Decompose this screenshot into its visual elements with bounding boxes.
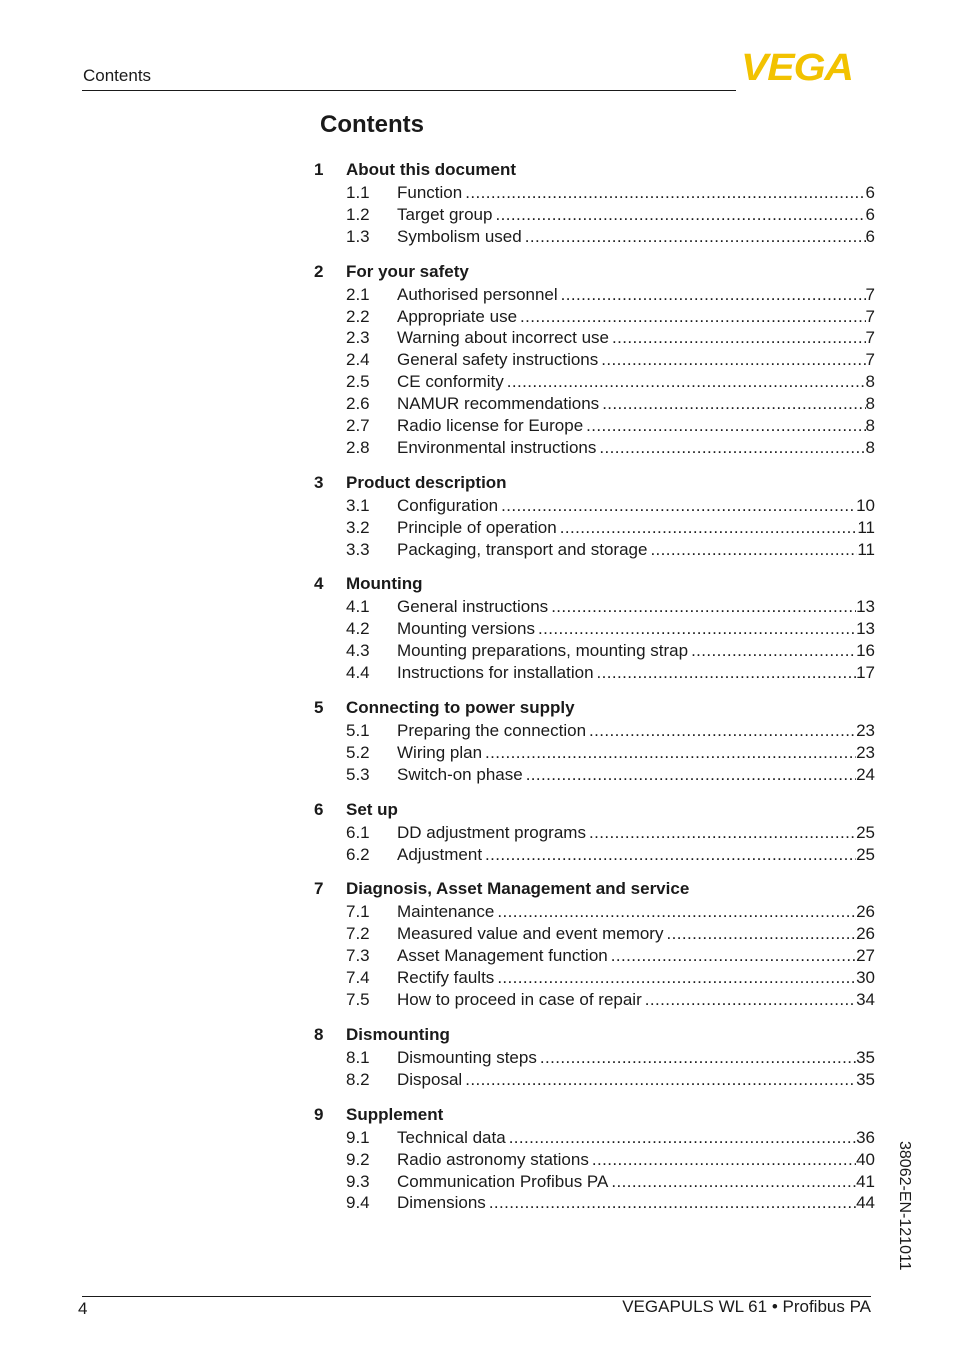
entry-page-number: 35 (856, 1047, 875, 1067)
footer-product-name: VEGAPULS WL 61 • Profibus PA (622, 1297, 871, 1316)
section-number: 4 (314, 574, 324, 594)
dot-leader (557, 517, 858, 539)
dot-leader (608, 945, 856, 967)
entry-page-number: 6 (865, 183, 875, 202)
entry-number: 5.1 (346, 721, 370, 741)
dot-leader (498, 495, 856, 517)
entry-number: 7.1 (346, 902, 370, 922)
entry-page-number: 6 (865, 226, 875, 246)
entry-number: 7.2 (346, 924, 370, 944)
section-title: For your safety (346, 261, 469, 281)
entry-title: Authorised personnel (397, 284, 558, 304)
entry-title: General instructions (397, 597, 549, 617)
section-number: 1 (314, 160, 324, 179)
entry-page-number: 34 (856, 990, 875, 1010)
toc-section (314, 696, 875, 786)
toc-entry[interactable] (314, 1047, 875, 1069)
dot-leader (537, 1047, 856, 1069)
toc-section-heading[interactable] (314, 877, 875, 901)
entry-number: 4.3 (346, 641, 370, 661)
entry-number: 2.2 (346, 306, 370, 326)
entry-number: 5.3 (346, 764, 370, 784)
entry-page-number: 13 (856, 619, 875, 639)
toc-section-heading[interactable] (314, 1103, 875, 1127)
entry-number: 6.1 (346, 822, 370, 842)
entry-number: 7.3 (346, 946, 370, 966)
entry-title: Radio astronomy stations (397, 1149, 589, 1169)
dot-leader (482, 742, 856, 764)
toc-entry[interactable] (314, 720, 875, 742)
entry-title: Configuration (397, 495, 499, 515)
toc-entry[interactable] (314, 495, 875, 517)
dot-leader (642, 989, 856, 1011)
toc-section-heading[interactable] (314, 1023, 875, 1047)
dot-leader (523, 764, 856, 786)
toc-section-heading[interactable] (314, 158, 875, 182)
dot-leader (462, 1069, 856, 1091)
section-title: Connecting to power supply (346, 698, 575, 718)
dot-leader (506, 1127, 856, 1149)
dot-leader (688, 640, 856, 662)
entry-title: CE conformity (397, 372, 504, 392)
entry-number: 9.3 (346, 1171, 370, 1191)
dot-leader (462, 182, 865, 204)
section-number: 3 (314, 472, 324, 492)
toc-entry[interactable] (314, 284, 875, 306)
entry-title: Wiring plan (397, 742, 483, 762)
entry-page-number: 40 (856, 1149, 875, 1169)
entry-title: Symbolism used (397, 226, 522, 246)
dot-leader (583, 415, 865, 437)
section-title: Supplement (346, 1104, 444, 1124)
entry-page-number: 8 (865, 416, 875, 436)
toc-entry[interactable] (314, 1069, 875, 1091)
page-title: Contents (320, 111, 424, 138)
entry-title: Function (397, 183, 463, 202)
entry-number: 5.2 (346, 742, 370, 762)
entry-title: Dimensions (397, 1193, 486, 1213)
dot-leader (663, 923, 856, 945)
entry-page-number: 26 (856, 902, 875, 922)
toc-entry[interactable] (314, 182, 875, 204)
entry-number: 9.4 (346, 1193, 370, 1213)
dot-leader (486, 1192, 856, 1214)
toc-section (314, 1103, 875, 1215)
section-number: 6 (314, 799, 324, 819)
entry-page-number: 7 (865, 284, 875, 304)
dot-leader (594, 662, 857, 684)
dot-leader (608, 1171, 856, 1193)
entry-page-number: 36 (856, 1127, 875, 1147)
entry-title: Switch-on phase (397, 764, 523, 784)
entry-number: 4.4 (346, 663, 370, 683)
entry-number: 7.5 (346, 990, 370, 1010)
toc-section (314, 1023, 875, 1091)
entry-page-number: 23 (856, 721, 875, 741)
entry-page-number: 7 (865, 306, 875, 326)
entry-title: Disposal (397, 1069, 463, 1089)
entry-number: 8.1 (346, 1047, 370, 1067)
entry-title: Rectify faults (397, 968, 495, 988)
entry-title: How to proceed in case of repair (397, 990, 642, 1010)
section-title: Set up (346, 799, 398, 819)
toc-entry[interactable] (314, 1149, 875, 1171)
entry-title: Radio license for Europe (397, 416, 584, 436)
entry-title: Technical data (397, 1127, 506, 1147)
dot-leader (522, 226, 866, 248)
toc-entry[interactable] (314, 327, 875, 349)
entry-page-number: 8 (865, 437, 875, 457)
toc-section (314, 471, 875, 561)
entry-page-number: 11 (857, 517, 875, 537)
entry-page-number: 44 (856, 1193, 875, 1213)
entry-title: Communication Profibus PA (397, 1171, 609, 1191)
entry-page-number: 13 (856, 597, 875, 617)
entry-title: Measured value and event memory (397, 924, 664, 944)
toc-section-heading[interactable] (314, 572, 875, 596)
entry-number: 9.2 (346, 1149, 370, 1169)
toc-entry[interactable] (314, 1192, 875, 1214)
entry-number: 6.2 (346, 844, 370, 864)
entry-number: 1.2 (346, 204, 370, 224)
toc-entry[interactable] (314, 618, 875, 640)
entry-number: 4.1 (346, 597, 370, 617)
entry-title: NAMUR recommendations (397, 394, 600, 414)
toc-entry[interactable] (314, 539, 875, 561)
toc-section-heading[interactable] (314, 798, 875, 822)
section-title: Dismounting (346, 1024, 450, 1044)
entry-page-number: 8 (865, 394, 875, 414)
entry-number: 2.3 (346, 328, 370, 348)
dot-leader (494, 967, 856, 989)
toc-section-heading[interactable] (314, 696, 875, 720)
dot-leader (647, 539, 857, 561)
header-rule (82, 90, 736, 91)
running-header: Contents (83, 66, 152, 85)
toc-entry[interactable] (314, 204, 875, 226)
section-number: 9 (314, 1104, 324, 1124)
entry-number: 3.3 (346, 539, 370, 559)
toc-entry[interactable] (314, 844, 875, 866)
entry-title: General safety instructions (397, 350, 599, 370)
section-number: 2 (314, 261, 324, 281)
dot-leader (482, 844, 856, 866)
dot-leader (586, 720, 856, 742)
toc-entry[interactable] (314, 517, 875, 539)
dot-leader (609, 327, 866, 349)
entry-title: Packaging, transport and storage (397, 539, 648, 559)
dot-leader (596, 437, 865, 459)
entry-number: 3.1 (346, 495, 370, 515)
entry-page-number: 41 (856, 1171, 875, 1191)
dot-leader (535, 618, 856, 640)
entry-page-number: 25 (856, 844, 875, 864)
toc-entry[interactable] (314, 1171, 875, 1193)
footer-page-number: 4 (78, 1299, 88, 1318)
toc-section-heading[interactable] (314, 471, 875, 495)
toc-section-heading[interactable] (314, 260, 875, 284)
toc-entry[interactable] (314, 764, 875, 786)
section-number: 5 (314, 698, 324, 718)
section-number: 8 (314, 1024, 324, 1044)
dot-leader (548, 596, 856, 618)
entry-number: 2.6 (346, 394, 370, 414)
entry-page-number: 11 (857, 539, 875, 559)
toc-entry[interactable] (314, 901, 875, 923)
entry-title: Appropriate use (397, 306, 518, 326)
dot-leader (558, 284, 866, 306)
entry-title: Warning about incorrect use (397, 328, 609, 348)
toc-entry[interactable] (314, 742, 875, 764)
dot-leader (598, 349, 865, 371)
entry-number: 8.2 (346, 1069, 370, 1089)
entry-title: Mounting versions (397, 619, 535, 639)
toc-entry[interactable] (314, 226, 875, 248)
dot-leader (517, 306, 866, 328)
entry-number: 1.1 (346, 183, 370, 202)
entry-page-number: 17 (856, 663, 875, 683)
entry-page-number: 7 (865, 350, 875, 370)
entry-number: 2.4 (346, 350, 370, 370)
entry-title: Asset Management function (397, 946, 608, 966)
toc-section (314, 798, 875, 866)
toc-entry[interactable] (314, 437, 875, 459)
entry-title: DD adjustment programs (397, 822, 586, 842)
section-title: About this document (346, 160, 516, 179)
dot-leader (494, 901, 856, 923)
entry-number: 1.3 (346, 226, 370, 246)
entry-title: Instructions for installation (397, 663, 594, 683)
toc-entry[interactable] (314, 967, 875, 989)
entry-number: 9.1 (346, 1127, 370, 1147)
toc-section (314, 158, 875, 248)
toc-entry[interactable] (314, 923, 875, 945)
entry-page-number: 6 (865, 204, 875, 224)
entry-number: 2.1 (346, 284, 370, 304)
toc-entry[interactable] (314, 415, 875, 437)
toc-entry[interactable] (314, 822, 875, 844)
toc-entry[interactable] (314, 393, 875, 415)
entry-title: Principle of operation (397, 517, 557, 537)
entry-page-number: 35 (856, 1069, 875, 1089)
toc-entry[interactable] (314, 1127, 875, 1149)
toc-entry[interactable] (314, 989, 875, 1011)
entry-title: Adjustment (397, 844, 483, 864)
entry-number: 4.2 (346, 619, 370, 639)
toc-entry[interactable] (314, 349, 875, 371)
table-of-contents (314, 158, 875, 1226)
toc-section (314, 572, 875, 684)
dot-leader (504, 371, 866, 393)
toc-entry[interactable] (314, 662, 875, 684)
entry-page-number: 30 (856, 968, 875, 988)
entry-title: Dismounting steps (397, 1047, 537, 1067)
entry-number: 3.2 (346, 517, 370, 537)
entry-page-number: 16 (856, 641, 875, 661)
toc-entry[interactable] (314, 306, 875, 328)
vega-logo: VEGA (741, 47, 853, 89)
dot-leader (589, 1149, 856, 1171)
entry-page-number: 26 (856, 924, 875, 944)
toc-entry[interactable] (314, 596, 875, 618)
section-title: Product description (346, 472, 507, 492)
entry-title: Target group (397, 204, 493, 224)
entry-page-number: 24 (856, 764, 875, 784)
entry-page-number: 23 (856, 742, 875, 762)
section-title: Mounting (346, 574, 423, 594)
entry-number: 2.8 (346, 437, 370, 457)
dot-leader (599, 393, 865, 415)
entry-title: Mounting preparations, mounting strap (397, 641, 689, 661)
entry-number: 2.7 (346, 416, 370, 436)
toc-entry[interactable] (314, 640, 875, 662)
entry-page-number: 7 (865, 328, 875, 348)
toc-entry[interactable] (314, 945, 875, 967)
entry-title: Preparing the connection (397, 721, 587, 741)
entry-title: Environmental instructions (397, 437, 597, 457)
entry-page-number: 27 (856, 946, 875, 966)
entry-number: 7.4 (346, 968, 370, 988)
entry-number: 2.5 (346, 372, 370, 392)
document-code: 38062-EN-121011 (896, 1141, 913, 1271)
entry-page-number: 25 (856, 822, 875, 842)
entry-page-number: 8 (865, 372, 875, 392)
dot-leader (586, 822, 856, 844)
toc-section (314, 260, 875, 459)
entry-page-number: 10 (856, 495, 875, 515)
toc-section (314, 877, 875, 1010)
entry-title: Maintenance (397, 902, 495, 922)
section-number: 7 (314, 879, 324, 899)
toc-entry[interactable] (314, 371, 875, 393)
dot-leader (492, 204, 865, 226)
section-title: Diagnosis, Asset Management and service (346, 879, 690, 899)
